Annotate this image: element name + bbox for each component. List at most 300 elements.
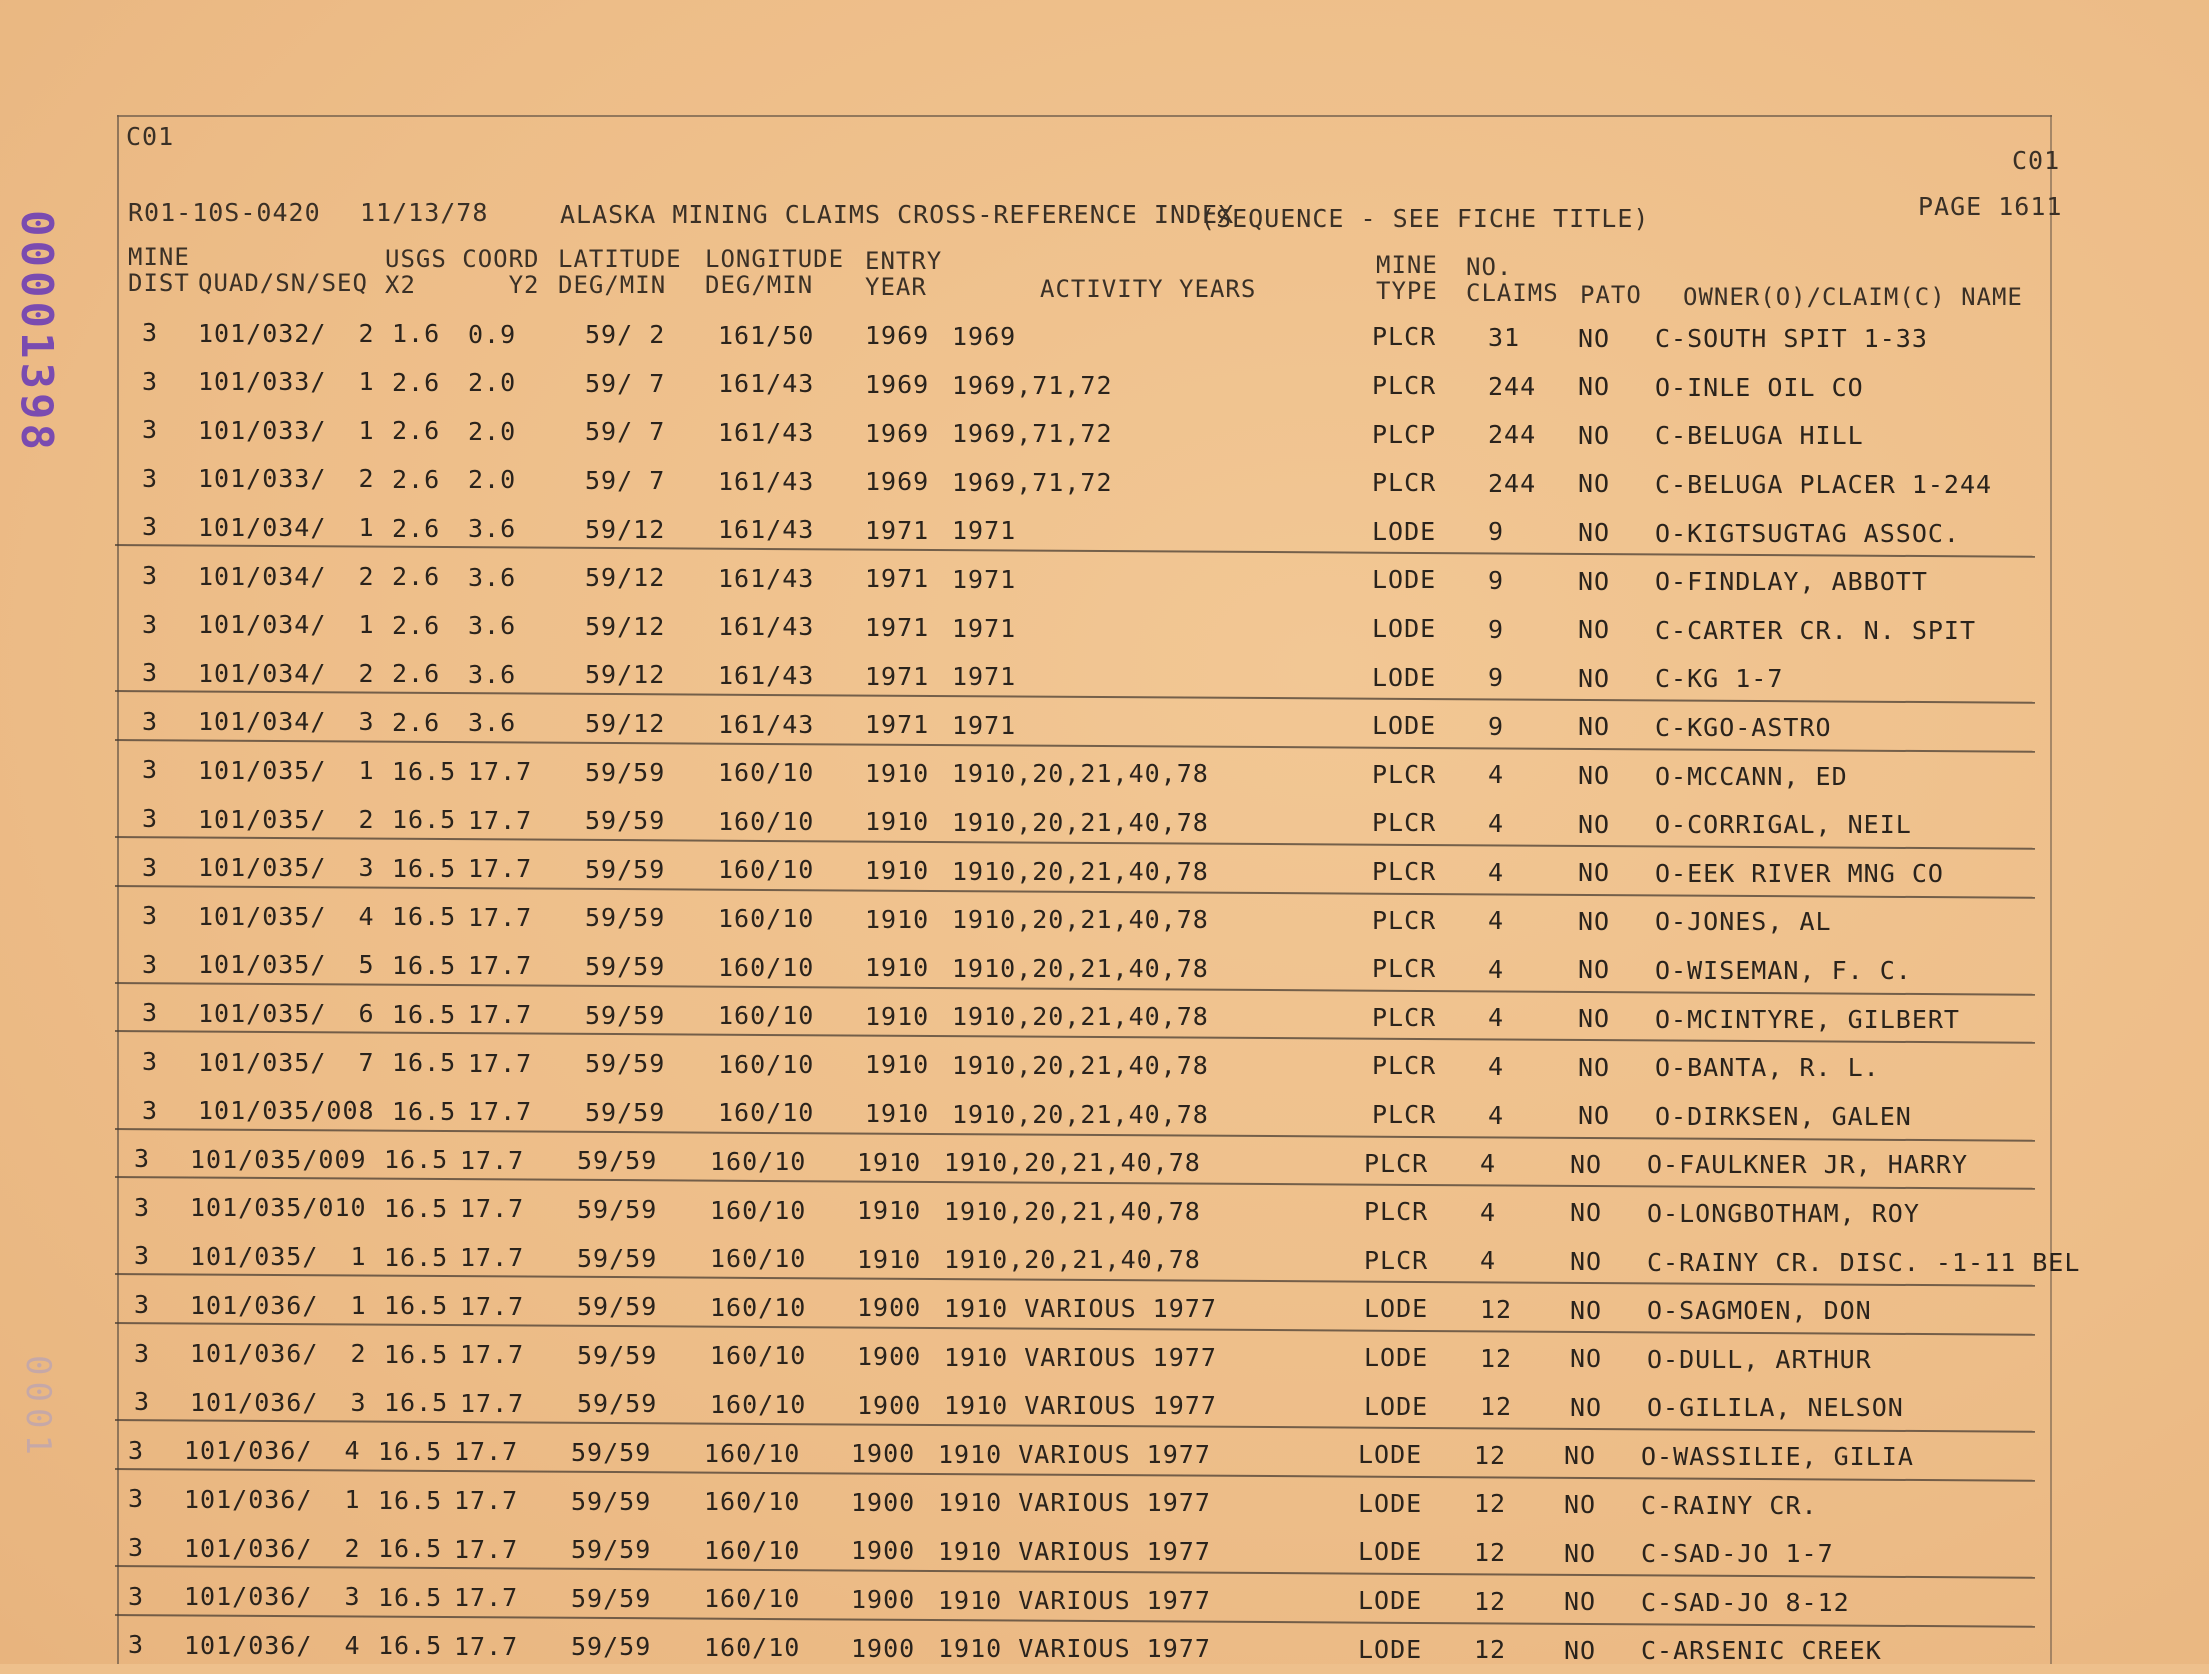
cell-type: PLCR bbox=[1372, 954, 1437, 984]
cell-x2: 16.5 bbox=[378, 1485, 443, 1515]
cell-name: O-SAGMOEN, DON bbox=[1647, 1296, 1872, 1326]
cell-claims: 9 bbox=[1488, 711, 1505, 741]
cell-claims: 12 bbox=[1474, 1440, 1507, 1470]
cell-lat: 59/59 bbox=[577, 1292, 658, 1322]
cell-quad: 101/034/ 2 bbox=[198, 658, 375, 688]
cell-entry: 1910 bbox=[865, 953, 930, 983]
cell-x2: 16.5 bbox=[378, 1631, 443, 1661]
cell-type: PLCR bbox=[1372, 1002, 1437, 1032]
cell-lon: 160/10 bbox=[718, 1049, 815, 1079]
cell-lon: 160/10 bbox=[704, 1487, 801, 1517]
cell-entry: 1971 bbox=[865, 710, 930, 740]
cell-name: C-SAD-JO 1-7 bbox=[1641, 1539, 1834, 1569]
cell-claims: 4 bbox=[1480, 1149, 1497, 1179]
cell-type: LODE bbox=[1358, 1586, 1423, 1616]
cell-y2: 17.7 bbox=[454, 1583, 519, 1613]
cell-quad: 101/036/ 2 bbox=[190, 1339, 367, 1369]
cell-dist: 3 bbox=[134, 1192, 151, 1222]
col-quad: QUAD/SN/SEQ bbox=[198, 269, 368, 297]
col-mine-type: MINE TYPE bbox=[1376, 251, 1438, 305]
cell-claims: 4 bbox=[1488, 857, 1505, 887]
cell-lon: 160/10 bbox=[710, 1244, 807, 1274]
col-usgs-coord: USGS COORD X2 Y2 bbox=[385, 245, 540, 299]
cell-claims: 12 bbox=[1480, 1343, 1513, 1373]
cell-y2: 17.7 bbox=[454, 1534, 519, 1564]
cell-lon: 161/43 bbox=[718, 709, 815, 739]
cell-pato: NO bbox=[1578, 712, 1611, 742]
col-entry-year: ENTRY YEAR bbox=[865, 247, 943, 301]
purple-ink-stamp: 00001398 bbox=[11, 210, 62, 454]
cell-type: PLCP bbox=[1372, 419, 1437, 449]
cell-activity: 1971 bbox=[952, 564, 1017, 594]
cell-activity: 1910 VARIOUS 1977 bbox=[938, 1585, 1211, 1615]
cell-activity: 1971 bbox=[952, 613, 1017, 643]
cell-lon: 161/43 bbox=[718, 466, 815, 496]
cell-claims: 12 bbox=[1474, 1635, 1507, 1665]
cell-entry: 1910 bbox=[857, 1244, 922, 1274]
cell-pato: NO bbox=[1578, 663, 1611, 693]
cell-quad: 101/035/ 1 bbox=[198, 755, 375, 785]
cell-name: O-MCINTYRE, GILBERT bbox=[1655, 1004, 1960, 1034]
cell-entry: 1969 bbox=[865, 418, 930, 448]
cell-type: LODE bbox=[1372, 516, 1437, 546]
table-row bbox=[0, 415, 2209, 459]
cell-lon: 161/43 bbox=[718, 515, 815, 545]
report-id: R01-10S-0420 bbox=[128, 198, 321, 227]
cell-claims: 12 bbox=[1480, 1392, 1513, 1422]
cell-entry: 1969 bbox=[865, 467, 930, 497]
cell-quad: 101/036/ 2 bbox=[184, 1533, 361, 1563]
cell-lon: 161/43 bbox=[718, 660, 815, 690]
cell-entry: 1969 bbox=[865, 369, 930, 399]
cell-lat: 59/12 bbox=[585, 611, 666, 641]
cell-type: PLCR bbox=[1372, 468, 1437, 498]
cell-y2: 3.6 bbox=[468, 611, 517, 641]
cell-lat: 59/59 bbox=[571, 1535, 652, 1565]
table-row bbox=[0, 318, 2209, 362]
cell-dist: 3 bbox=[142, 706, 159, 736]
cell-dist: 3 bbox=[142, 755, 159, 785]
cell-pato: NO bbox=[1578, 760, 1611, 790]
cell-name: O-JONES, AL bbox=[1655, 907, 1832, 937]
cell-dist: 3 bbox=[128, 1630, 145, 1660]
cell-claims: 244 bbox=[1488, 468, 1537, 498]
cell-x2: 2.6 bbox=[392, 562, 441, 592]
cell-activity: 1910,20,21,40,78 bbox=[952, 807, 1209, 837]
frame-top-border bbox=[117, 115, 2052, 117]
cell-name: O-WISEMAN, F. C. bbox=[1655, 955, 1912, 985]
cell-name: O-WASSILIE, GILIA bbox=[1641, 1441, 1914, 1471]
cell-quad: 101/035/ 6 bbox=[198, 998, 375, 1028]
cell-type: LODE bbox=[1364, 1391, 1429, 1421]
cell-claims: 4 bbox=[1480, 1197, 1497, 1227]
cell-activity: 1910,20,21,40,78 bbox=[952, 953, 1209, 983]
cell-y2: 17.7 bbox=[460, 1194, 525, 1224]
cell-y2: 3.6 bbox=[468, 562, 517, 592]
cell-dist: 3 bbox=[142, 318, 159, 347]
report-date: 11/13/78 bbox=[360, 198, 489, 227]
cell-type: LODE bbox=[1372, 614, 1437, 644]
cell-lon: 160/10 bbox=[710, 1146, 807, 1176]
cell-entry: 1910 bbox=[857, 1147, 922, 1177]
cell-lon: 160/10 bbox=[718, 855, 815, 885]
col-pato: PATO bbox=[1580, 281, 1642, 309]
cell-x2: 16.5 bbox=[384, 1339, 449, 1369]
cell-x2: 2.6 bbox=[392, 464, 441, 494]
cell-pato: NO bbox=[1564, 1538, 1597, 1568]
cell-type: LODE bbox=[1372, 565, 1437, 595]
cell-pato: NO bbox=[1564, 1635, 1597, 1665]
cell-type: PLCR bbox=[1372, 1051, 1437, 1081]
cell-dist: 3 bbox=[134, 1338, 151, 1368]
cell-y2: 17.7 bbox=[468, 854, 533, 884]
cell-x2: 16.5 bbox=[392, 902, 457, 932]
cell-activity: 1910 VARIOUS 1977 bbox=[938, 1536, 1211, 1566]
cell-lon: 160/10 bbox=[718, 806, 815, 836]
cell-lat: 59/59 bbox=[585, 952, 666, 982]
cell-x2: 16.5 bbox=[392, 805, 457, 835]
cell-quad: 101/033/ 1 bbox=[198, 367, 375, 397]
cell-dist: 3 bbox=[134, 1387, 151, 1417]
cell-dist: 3 bbox=[142, 415, 159, 445]
cell-lon: 161/43 bbox=[718, 563, 815, 593]
col-owner-claim-name: OWNER(O)/CLAIM(C) NAME bbox=[1683, 283, 2023, 311]
cell-dist: 3 bbox=[128, 1581, 145, 1611]
cell-activity: 1910 VARIOUS 1977 bbox=[944, 1391, 1217, 1421]
cell-entry: 1900 bbox=[851, 1487, 916, 1517]
cell-claims: 12 bbox=[1474, 1489, 1507, 1519]
cell-name: O-FINDLAY, ABBOTT bbox=[1655, 567, 1928, 597]
cell-lat: 59/59 bbox=[585, 1049, 666, 1079]
cell-lat: 59/59 bbox=[585, 854, 666, 884]
cell-name: C-ARSENIC CREEK bbox=[1641, 1636, 1882, 1666]
cell-x2: 16.5 bbox=[378, 1436, 443, 1466]
cell-lon: 160/10 bbox=[710, 1389, 807, 1419]
cell-x2: 16.5 bbox=[384, 1193, 449, 1223]
cell-lat: 59/59 bbox=[577, 1389, 658, 1419]
cell-y2: 2.0 bbox=[468, 416, 517, 446]
cell-y2: 17.7 bbox=[468, 805, 533, 835]
table-row bbox=[0, 1630, 2209, 1674]
cell-entry: 1900 bbox=[851, 1584, 916, 1614]
cell-x2: 16.5 bbox=[384, 1242, 449, 1272]
cell-quad: 101/033/ 2 bbox=[198, 464, 375, 494]
cell-lat: 59/59 bbox=[577, 1195, 658, 1225]
cell-name: C-SAD-JO 8-12 bbox=[1641, 1587, 1850, 1617]
cell-quad: 101/036/ 3 bbox=[190, 1387, 367, 1417]
cell-name: O-EEK RIVER MNG CO bbox=[1655, 858, 1944, 888]
cell-quad: 101/036/ 3 bbox=[184, 1582, 361, 1612]
cell-name: C-RAINY CR. DISC. -1-11 BEL bbox=[1647, 1247, 2081, 1277]
cell-lat: 59/12 bbox=[585, 709, 666, 739]
cell-lat: 59/59 bbox=[577, 1340, 658, 1370]
cell-pato: NO bbox=[1564, 1441, 1597, 1471]
cell-type: LODE bbox=[1364, 1294, 1429, 1324]
cell-lat: 59/ 2 bbox=[585, 320, 666, 350]
col-longitude: LONGITUDE DEG/MIN bbox=[705, 245, 845, 299]
cell-claims: 12 bbox=[1474, 1538, 1507, 1568]
cell-quad: 101/034/ 3 bbox=[198, 707, 375, 737]
cell-lat: 59/59 bbox=[571, 1632, 652, 1662]
cell-name: O-DIRKSEN, GALEN bbox=[1655, 1101, 1912, 1131]
cell-activity: 1910,20,21,40,78 bbox=[952, 1050, 1209, 1080]
cell-lon: 160/10 bbox=[718, 903, 815, 933]
cell-x2: 16.5 bbox=[384, 1388, 449, 1418]
cell-lon: 160/10 bbox=[704, 1632, 801, 1662]
cell-quad: 101/034/ 1 bbox=[198, 610, 375, 640]
cell-name: C-CARTER CR. N. SPIT bbox=[1655, 615, 1977, 645]
cell-quad: 101/035/ 4 bbox=[198, 901, 375, 931]
faint-margin-stamp: 0001 bbox=[18, 1355, 58, 1461]
cell-x2: 16.5 bbox=[392, 756, 457, 786]
cell-quad: 101/035/ 3 bbox=[198, 853, 375, 883]
cell-activity: 1971 bbox=[952, 662, 1017, 692]
cell-quad: 101/035/009 bbox=[190, 1144, 367, 1174]
cell-dist: 3 bbox=[142, 852, 159, 882]
cell-type: PLCR bbox=[1372, 759, 1437, 789]
cell-activity: 1971 bbox=[952, 516, 1017, 546]
cell-lat: 59/59 bbox=[577, 1243, 658, 1273]
cell-dist: 3 bbox=[142, 512, 159, 542]
cell-lat: 59/59 bbox=[585, 757, 666, 787]
cell-pato: NO bbox=[1578, 469, 1611, 499]
cell-lat: 59/59 bbox=[585, 1000, 666, 1030]
cell-type: LODE bbox=[1358, 1488, 1423, 1518]
cell-type: LODE bbox=[1358, 1537, 1423, 1567]
cell-quad: 101/033/ 1 bbox=[198, 415, 375, 445]
cell-entry: 1910 bbox=[857, 1196, 922, 1226]
cell-y2: 2.0 bbox=[468, 465, 517, 495]
cell-entry: 1969 bbox=[865, 321, 930, 351]
cell-activity: 1910,20,21,40,78 bbox=[944, 1196, 1201, 1226]
sequence-note: (SEQUENCE - SEE FICHE TITLE) bbox=[1200, 204, 1650, 233]
cell-entry: 1971 bbox=[865, 661, 930, 691]
top-left-code: C01 bbox=[126, 122, 175, 151]
cell-pato: NO bbox=[1578, 1003, 1611, 1033]
cell-lon: 160/10 bbox=[718, 758, 815, 788]
cell-quad: 101/035/ 7 bbox=[198, 1047, 375, 1077]
cell-y2: 17.7 bbox=[454, 1486, 519, 1516]
cell-name: C-BELUGA PLACER 1-244 bbox=[1655, 469, 1993, 499]
cell-entry: 1971 bbox=[865, 564, 930, 594]
cell-pato: NO bbox=[1578, 1052, 1611, 1082]
cell-quad: 101/036/ 4 bbox=[184, 1630, 361, 1660]
cell-claims: 9 bbox=[1488, 566, 1505, 596]
cell-quad: 101/034/ 1 bbox=[198, 512, 375, 542]
cell-pato: NO bbox=[1578, 906, 1611, 936]
cell-lon: 160/10 bbox=[718, 952, 815, 982]
cell-dist: 3 bbox=[134, 1241, 151, 1271]
cell-lon: 160/10 bbox=[718, 1098, 815, 1128]
cell-entry: 1971 bbox=[865, 612, 930, 642]
cell-pato: NO bbox=[1570, 1392, 1603, 1422]
cell-x2: 16.5 bbox=[378, 1534, 443, 1564]
cell-dist: 3 bbox=[134, 1290, 151, 1319]
cell-claims: 12 bbox=[1474, 1586, 1507, 1616]
cell-quad: 101/035/ 5 bbox=[198, 950, 375, 980]
cell-type: LODE bbox=[1358, 1634, 1423, 1664]
cell-pato: NO bbox=[1570, 1295, 1603, 1325]
cell-activity: 1910,20,21,40,78 bbox=[952, 759, 1209, 789]
cell-name: O-INLE OIL CO bbox=[1655, 372, 1864, 402]
cell-entry: 1971 bbox=[865, 515, 930, 545]
cell-lon: 160/10 bbox=[704, 1438, 801, 1468]
cell-name: O-BANTA, R. L. bbox=[1655, 1053, 1880, 1083]
cell-dist: 3 bbox=[128, 1533, 145, 1562]
cell-type: PLCR bbox=[1372, 808, 1437, 838]
cell-type: PLCR bbox=[1364, 1197, 1429, 1227]
cell-name: O-KIGTSUGTAG ASSOC. bbox=[1655, 518, 1960, 548]
table-row bbox=[0, 1096, 2209, 1140]
cell-y2: 17.7 bbox=[468, 951, 533, 981]
cell-type: PLCR bbox=[1372, 905, 1437, 935]
cell-pato: NO bbox=[1578, 615, 1611, 645]
cell-activity: 1910,20,21,40,78 bbox=[944, 1148, 1201, 1178]
cell-entry: 1900 bbox=[857, 1293, 922, 1323]
table-row bbox=[0, 1047, 2209, 1091]
cell-lat: 59/59 bbox=[585, 806, 666, 836]
cell-claims: 4 bbox=[1488, 1100, 1505, 1130]
cell-quad: 101/034/ 2 bbox=[198, 561, 375, 591]
cell-entry: 1900 bbox=[851, 1633, 916, 1663]
cell-type: PLCR bbox=[1372, 857, 1437, 887]
cell-pato: NO bbox=[1578, 420, 1611, 450]
cell-claims: 9 bbox=[1488, 614, 1505, 644]
cell-x2: 16.5 bbox=[392, 853, 457, 883]
cell-dist: 3 bbox=[128, 1484, 145, 1514]
cell-dist: 3 bbox=[142, 804, 159, 833]
cell-y2: 17.7 bbox=[454, 1631, 519, 1661]
cell-lon: 160/10 bbox=[710, 1292, 807, 1322]
cell-dist: 3 bbox=[134, 1144, 151, 1174]
col-no-claims: NO. CLAIMS bbox=[1466, 253, 1559, 307]
cell-x2: 2.6 bbox=[392, 659, 441, 689]
cell-x2: 16.5 bbox=[384, 1145, 449, 1175]
cell-name: O-FAULKNER JR, HARRY bbox=[1647, 1150, 1969, 1180]
cell-dist: 3 bbox=[142, 998, 159, 1028]
cell-pato: NO bbox=[1564, 1587, 1597, 1617]
cell-y2: 0.9 bbox=[468, 319, 517, 349]
cell-entry: 1910 bbox=[865, 1001, 930, 1031]
cell-quad: 101/035/ 2 bbox=[198, 804, 375, 834]
cell-pato: NO bbox=[1578, 809, 1611, 839]
cell-pato: NO bbox=[1570, 1246, 1603, 1276]
cell-lat: 59/12 bbox=[585, 563, 666, 593]
cell-dist: 3 bbox=[128, 1435, 145, 1465]
table-row bbox=[0, 755, 2209, 799]
cell-x2: 16.5 bbox=[392, 950, 457, 980]
cell-quad: 101/032/ 2 bbox=[198, 318, 375, 348]
cell-entry: 1910 bbox=[865, 1098, 930, 1128]
cell-y2: 3.6 bbox=[468, 514, 517, 544]
cell-pato: NO bbox=[1578, 372, 1611, 402]
cell-name: C-KGO-ASTRO bbox=[1655, 712, 1832, 742]
cell-type: PLCR bbox=[1372, 1100, 1437, 1130]
cell-lat: 59/59 bbox=[585, 903, 666, 933]
cell-x2: 16.5 bbox=[378, 1582, 443, 1612]
cell-lat: 59/59 bbox=[571, 1583, 652, 1613]
cell-y2: 17.7 bbox=[460, 1145, 525, 1175]
cell-x2: 16.5 bbox=[392, 1096, 457, 1126]
cell-pato: NO bbox=[1578, 858, 1611, 888]
cell-dist: 3 bbox=[142, 1047, 159, 1076]
table-row bbox=[0, 1484, 2209, 1528]
cell-y2: 17.7 bbox=[468, 1000, 533, 1030]
report-title: ALASKA MINING CLAIMS CROSS-REFERENCE INDEX bbox=[560, 200, 1235, 229]
cell-dist: 3 bbox=[142, 949, 159, 979]
cell-x2: 2.6 bbox=[392, 416, 441, 446]
cell-entry: 1910 bbox=[865, 1050, 930, 1080]
cell-lat: 59/59 bbox=[585, 1097, 666, 1127]
col-activity-years: ACTIVITY YEARS bbox=[1040, 275, 1257, 303]
cell-type: PLCR bbox=[1364, 1148, 1429, 1178]
cell-entry: 1910 bbox=[865, 758, 930, 788]
cell-activity: 1910 VARIOUS 1977 bbox=[938, 1439, 1211, 1469]
cell-name: O-MCCANN, ED bbox=[1655, 761, 1848, 791]
cell-y2: 2.0 bbox=[468, 368, 517, 398]
cell-activity: 1969,71,72 bbox=[952, 419, 1113, 449]
col-latitude: LATITUDE DEG/MIN bbox=[558, 245, 682, 299]
cell-claims: 244 bbox=[1488, 371, 1537, 401]
cell-y2: 17.7 bbox=[468, 902, 533, 932]
table-row bbox=[0, 561, 2209, 605]
cell-activity: 1910 VARIOUS 1977 bbox=[938, 1488, 1211, 1518]
cell-claims: 9 bbox=[1488, 663, 1505, 693]
cell-claims: 4 bbox=[1488, 1052, 1505, 1082]
cell-dist: 3 bbox=[142, 658, 159, 688]
cell-entry: 1900 bbox=[851, 1536, 916, 1566]
cell-entry: 1910 bbox=[865, 855, 930, 885]
cell-dist: 3 bbox=[142, 366, 159, 396]
cell-quad: 101/035/010 bbox=[190, 1193, 367, 1223]
cell-quad: 101/035/008 bbox=[198, 1096, 375, 1126]
cell-entry: 1910 bbox=[865, 807, 930, 837]
cell-lon: 161/43 bbox=[718, 612, 815, 642]
cell-lat: 59/ 7 bbox=[585, 466, 666, 496]
cell-claims: 12 bbox=[1480, 1295, 1513, 1325]
cell-x2: 2.6 bbox=[392, 367, 441, 397]
cell-y2: 17.7 bbox=[468, 757, 533, 787]
cell-claims: 9 bbox=[1488, 517, 1505, 547]
cell-quad: 101/036/ 4 bbox=[184, 1436, 361, 1466]
cell-name: C-RAINY CR. bbox=[1641, 1490, 1818, 1520]
cell-lon: 160/10 bbox=[704, 1535, 801, 1565]
cell-name: C-BELUGA HILL bbox=[1655, 421, 1864, 451]
cell-quad: 101/036/ 1 bbox=[190, 1290, 367, 1320]
cell-claims: 31 bbox=[1488, 323, 1521, 353]
cell-name: O-DULL, ARTHUR bbox=[1647, 1344, 1872, 1374]
cell-x2: 16.5 bbox=[392, 1048, 457, 1078]
cell-dist: 3 bbox=[142, 901, 159, 931]
cell-entry: 1900 bbox=[857, 1341, 922, 1371]
cell-activity: 1969,71,72 bbox=[952, 467, 1113, 497]
cell-activity: 1910,20,21,40,78 bbox=[952, 905, 1209, 935]
cell-entry: 1900 bbox=[857, 1390, 922, 1420]
cell-y2: 17.7 bbox=[460, 1291, 525, 1321]
cell-name: O-LONGBOTHAM, ROY bbox=[1647, 1198, 1920, 1228]
cell-lat: 59/12 bbox=[585, 660, 666, 690]
cell-pato: NO bbox=[1570, 1198, 1603, 1228]
cell-lon: 160/10 bbox=[710, 1341, 807, 1371]
cell-y2: 17.7 bbox=[460, 1388, 525, 1418]
cell-y2: 17.7 bbox=[460, 1340, 525, 1370]
cell-lat: 59/59 bbox=[571, 1486, 652, 1516]
cell-y2: 17.7 bbox=[468, 1097, 533, 1127]
cell-lon: 161/43 bbox=[718, 369, 815, 399]
cell-lon: 160/10 bbox=[710, 1195, 807, 1225]
cell-y2: 17.7 bbox=[460, 1243, 525, 1273]
cell-type: LODE bbox=[1358, 1440, 1423, 1470]
